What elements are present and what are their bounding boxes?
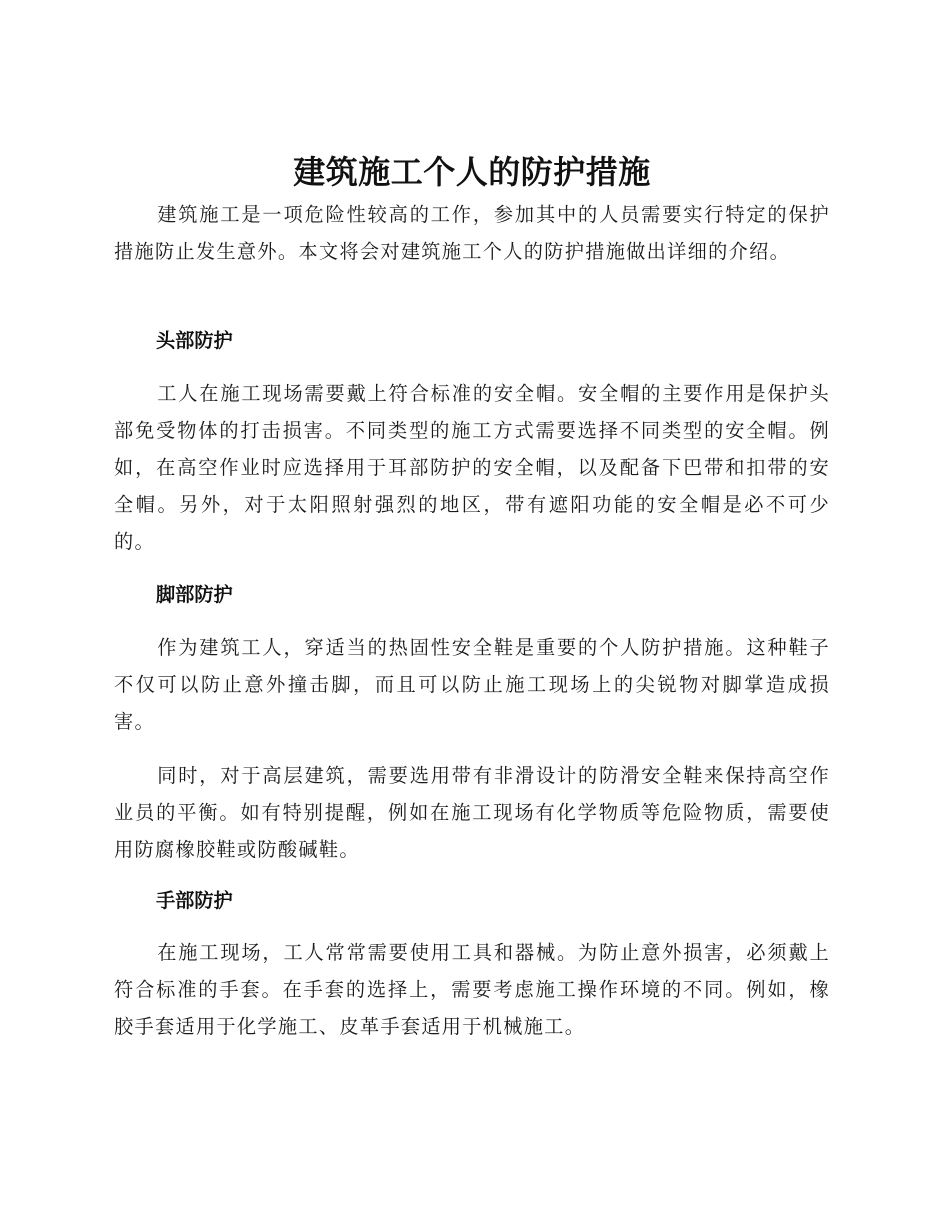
section-heading-head-protection: 头部防护 [156,329,233,352]
hand-protection-paragraph: 在施工现场，工人常常需要使用工具和器械。为防止意外损害，必须戴上符合标准的手套。在手套的选择上，需要考虑施工操作环境的不同。例如，橡胶手套适用于化学施工、皮革手套适用于机械施工。 [114,941,830,1038]
document-title: 建筑施工个人的防护措施 [293,153,651,191]
section-heading-foot-protection: 脚部防护 [156,583,233,606]
intro-paragraph: 建筑施工是一项危险性较高的工作，参加其中的人员需要实行特定的保护措施防止发生意外。本文将会对建筑施工个人的防护措施做出详细的介绍。 [114,203,830,263]
foot-protection-paragraph-1: 作为建筑工人，穿适当的热固性安全鞋是重要的个人防护措施。这种鞋子不仅可以防止意外撞击脚，而且可以防止施工现场上的尖锐物对脚掌造成损害。 [114,636,830,733]
head-protection-paragraph: 工人在施工现场需要戴上符合标准的安全帽。安全帽的主要作用是保护头部免受物体的打击损害。不同类型的施工方式需要选择不同类型的安全帽。例如，在高空作业时应选择用于耳部防护的安全帽，以及配备下巴带和扣带的安全帽。另外，对于太阳照射强烈的地区，带有遮阳功能的安全帽是必不可少的。 [114,382,830,553]
foot-protection-paragraph-2: 同时，对于高层建筑，需要选用带有非滑设计的防滑安全鞋来保持高空作业员的平衡。如有特别提醒，例如在施工现场有化学物质等危险物质，需要使用防腐橡胶鞋或防酸碱鞋。 [114,764,830,861]
section-heading-hand-protection: 手部防护 [156,889,233,912]
